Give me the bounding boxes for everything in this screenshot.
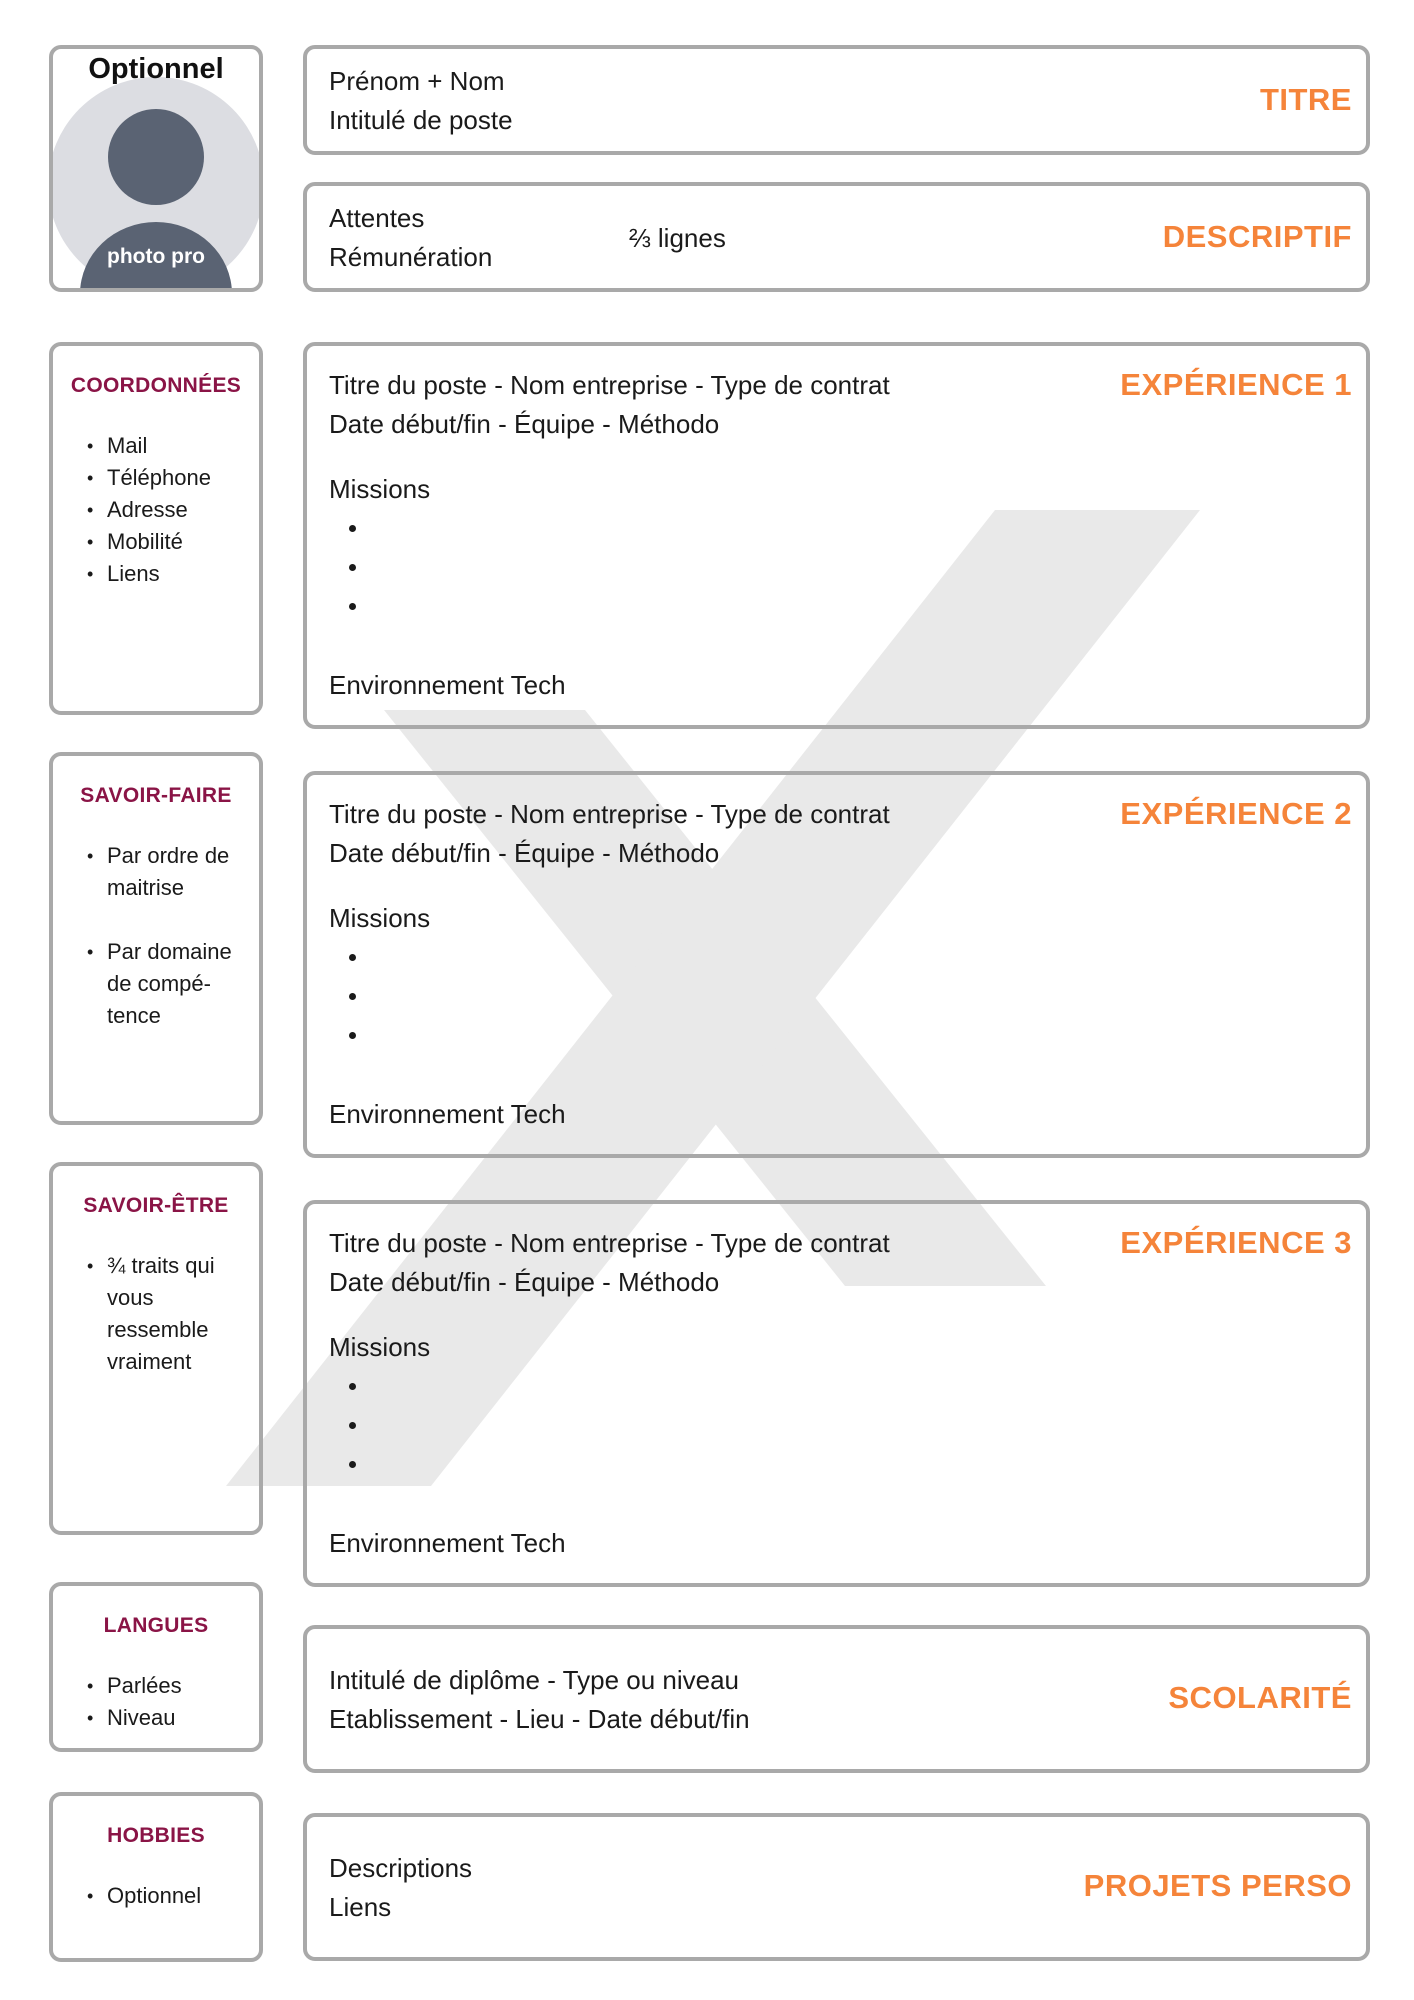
coordonnees-box bbox=[49, 342, 263, 715]
missions-label: Missions bbox=[329, 474, 431, 504]
missions-label: Missions bbox=[329, 903, 431, 933]
photo-caption: photo pro bbox=[107, 245, 205, 268]
savoir-faire-list bbox=[83, 840, 251, 1032]
list-item-line: Par domaine bbox=[107, 939, 232, 964]
list-item: • Parlées bbox=[83, 1670, 251, 1702]
descriptif-length-hint: ⅔ lignes bbox=[629, 223, 726, 253]
school-line: Etablissement - Lieu - Date début/fin bbox=[329, 1704, 750, 1734]
attentes-line: Attentes bbox=[329, 203, 425, 233]
projects-links-line: Liens bbox=[329, 1892, 392, 1922]
tech-env-label: Environnement Tech bbox=[329, 670, 566, 700]
experience-3-section bbox=[303, 1200, 1370, 1587]
list-item: • Adresse bbox=[83, 494, 251, 526]
descriptif-section bbox=[303, 182, 1370, 292]
list-item-line: vraiment bbox=[107, 1349, 192, 1374]
savoir-etre-list bbox=[83, 1250, 251, 1378]
coordonnees-title: COORDONNÉES bbox=[70, 374, 242, 397]
list-item: • Optionnel bbox=[83, 1880, 251, 1912]
tech-env-label: Environnement Tech bbox=[329, 1099, 566, 1129]
experience-3-tag: EXPÉRIENCE 3 bbox=[1120, 1225, 1352, 1260]
projets-section bbox=[303, 1813, 1370, 1961]
tech-env-label: Environnement Tech bbox=[329, 1528, 566, 1558]
job-title-line: Intitulé de poste bbox=[329, 105, 513, 135]
list-item: • Liens bbox=[83, 558, 251, 590]
photo-box bbox=[49, 45, 263, 292]
photo-optional-label: Optionnel bbox=[88, 53, 224, 85]
list-item bbox=[83, 1250, 251, 1378]
langues-list bbox=[83, 1670, 251, 1734]
langues-box bbox=[49, 1582, 263, 1752]
list-item: • Téléphone bbox=[83, 462, 251, 494]
savoir-faire-title: SAVOIR-FAIRE bbox=[80, 784, 232, 807]
experience-1-section bbox=[303, 342, 1370, 729]
list-item-line: ressemble bbox=[107, 1317, 209, 1342]
titre-tag: TITRE bbox=[1259, 82, 1352, 117]
savoir-etre-title: SAVOIR-ÊTRE bbox=[83, 1194, 229, 1217]
scolarite-section bbox=[303, 1625, 1370, 1773]
missions-label: Missions bbox=[329, 1332, 431, 1362]
list-item: • Niveau bbox=[83, 1702, 251, 1734]
descriptif-tag: DESCRIPTIF bbox=[1162, 219, 1352, 254]
remuneration-line: Rémunération bbox=[329, 242, 493, 272]
savoir-faire-box bbox=[49, 752, 263, 1125]
savoir-etre-box bbox=[49, 1162, 263, 1535]
projets-tag: PROJETS PERSO bbox=[1083, 1868, 1352, 1903]
list-item-line: de compé- bbox=[107, 971, 211, 996]
projects-description-line: Descriptions bbox=[329, 1853, 473, 1883]
list-item-line: maitrise bbox=[107, 875, 185, 900]
experience-2-section bbox=[303, 771, 1370, 1158]
diploma-line: Intitulé de diplôme - Type ou niveau bbox=[329, 1665, 740, 1695]
titre-section bbox=[303, 45, 1370, 155]
experience-2-tag: EXPÉRIENCE 2 bbox=[1120, 796, 1352, 831]
experience-date-line: Date début/fin - Équipe - Méthodo bbox=[329, 409, 720, 439]
experience-1-tag: EXPÉRIENCE 1 bbox=[1120, 367, 1352, 402]
hobbies-box bbox=[49, 1792, 263, 1962]
scolarite-tag: SCOLARITÉ bbox=[1168, 1680, 1352, 1715]
list-item: • Mobilité bbox=[83, 526, 251, 558]
experience-date-line: Date début/fin - Équipe - Méthodo bbox=[329, 838, 720, 868]
experience-date-line: Date début/fin - Équipe - Méthodo bbox=[329, 1267, 720, 1297]
name-line: Prénom + Nom bbox=[329, 66, 505, 96]
list-item-line: tence bbox=[107, 1003, 161, 1028]
list-item bbox=[83, 840, 251, 904]
coordonnees-list bbox=[83, 430, 251, 590]
experience-title-line: Titre du poste - Nom entreprise - Type de contrat bbox=[329, 1228, 890, 1258]
experience-title-line: Titre du poste - Nom entreprise - Type de contrat bbox=[329, 799, 890, 829]
list-item-line: vous bbox=[107, 1285, 154, 1310]
langues-title: LANGUES bbox=[103, 1614, 209, 1637]
list-item: • Mail bbox=[83, 430, 251, 462]
hobbies-title: HOBBIES bbox=[107, 1824, 205, 1847]
experience-title-line: Titre du poste - Nom entreprise - Type de contrat bbox=[329, 370, 890, 400]
list-item-line: ¾ traits qui bbox=[107, 1253, 215, 1278]
list-item bbox=[83, 936, 251, 1032]
hobbies-list bbox=[83, 1880, 251, 1912]
list-item-line: Par ordre de bbox=[107, 843, 230, 868]
